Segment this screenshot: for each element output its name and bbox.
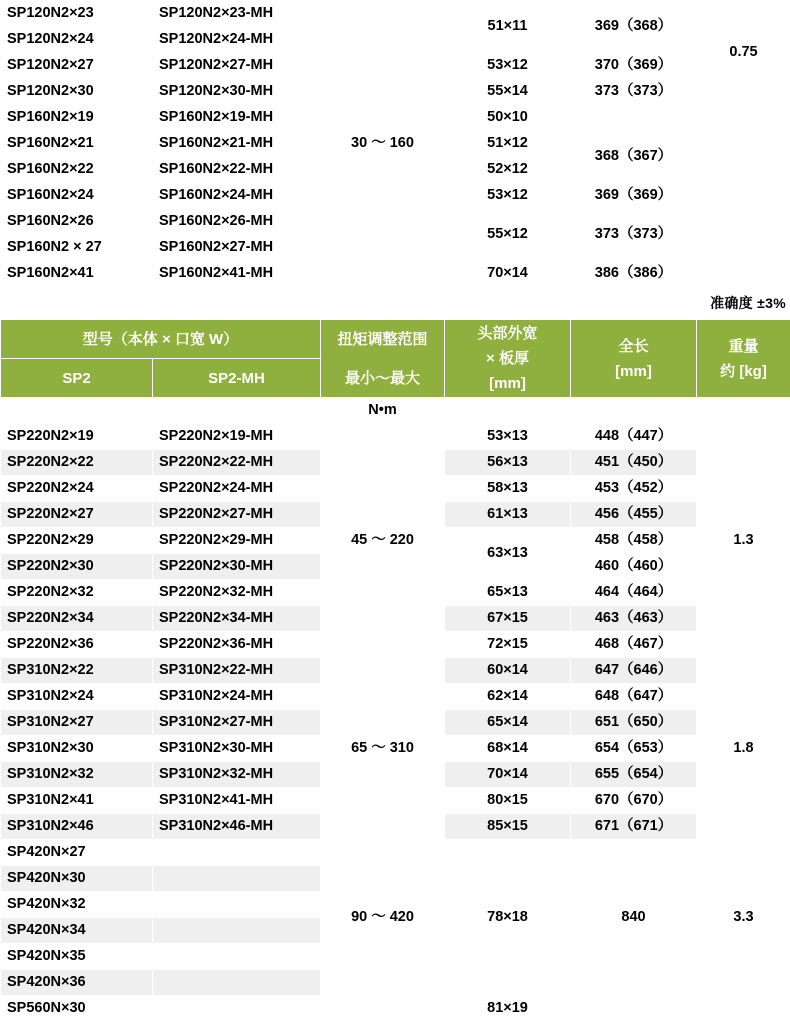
model-mh: SP220N2×27-MH [153,502,321,528]
top-spec-table [0,0,790,287]
model-sp: SP310N2×27 [1,710,153,736]
model-sp: SP220N2×34 [1,606,153,632]
head-size: 58×13 [445,476,571,502]
header-torque-sub: 最小～最大 [321,366,444,391]
head-size: 70×14 [445,261,571,287]
header-torque-title: 扭矩调整范围 [321,327,444,352]
model-sp: SP160N2×26 [1,209,153,235]
total-length: 648（647） [571,684,697,710]
weight: 1.3 [697,424,790,658]
model-sp: SP120N2×27 [1,53,153,79]
bottom-spec-table [0,319,790,1022]
total-length: 458（458） [571,528,697,554]
unit-row [1,398,790,424]
header-head-line2: × 板厚 [445,346,570,371]
model-mh [153,866,321,892]
head-size: 55×12 [445,209,571,261]
total-length: 369（369） [571,183,697,209]
model-sp: SP220N2×27 [1,502,153,528]
torque-range-cell: 90 ～ 420 [321,840,445,996]
model-sp: SP310N2×46 [1,814,153,840]
model-mh: SP120N2×24-MH [153,27,321,53]
model-mh [153,996,321,1022]
total-length: 368（367） [571,131,697,183]
model-sp: SP310N2×41 [1,788,153,814]
total-length: 654（653） [571,736,697,762]
head-size: 51×12 [445,131,571,157]
total-length: 453（452） [571,476,697,502]
torque-range-cell [321,996,445,1022]
header-head-line3: [mm] [445,371,570,396]
model-mh: SP310N2×27-MH [153,710,321,736]
header-torque [321,320,445,398]
model-mh: SP120N2×30-MH [153,79,321,105]
model-mh: SP120N2×27-MH [153,53,321,79]
head-size: 50×10 [445,105,571,131]
weight: 1.8 [697,658,790,840]
head-size: 80×15 [445,788,571,814]
header-weight-line1: 重量 [697,334,790,359]
model-sp: SP310N2×22 [1,658,153,684]
head-size: 61×13 [445,502,571,528]
head-size: 53×12 [445,53,571,79]
weight [697,105,790,287]
model-sp: SP160N2×24 [1,183,153,209]
head-size: 72×15 [445,632,571,658]
total-length: 373（373） [571,79,697,105]
total-length: 451（450） [571,450,697,476]
model-sp: SP310N2×24 [1,684,153,710]
model-mh: SP120N2×23-MH [153,1,321,27]
total-length: 460（460） [571,554,697,580]
head-size: 78×18 [445,840,571,996]
total-length: 456（455） [571,502,697,528]
total-length: 373（373） [571,209,697,261]
model-sp: SP120N2×23 [1,1,153,27]
model-sp: SP120N2×30 [1,79,153,105]
model-sp: SP160N2×21 [1,131,153,157]
head-size: 68×14 [445,736,571,762]
model-mh: SP160N2×26-MH [153,209,321,235]
table-row [1,1,790,27]
model-mh: SP220N2×36-MH [153,632,321,658]
model-sp: SP420N×35 [1,944,153,970]
model-mh [153,840,321,866]
model-sp: SP160N2×19 [1,105,153,131]
total-length: 370（369） [571,53,697,79]
model-sp: SP220N2×22 [1,450,153,476]
head-size: 51×11 [445,1,571,53]
total-length: 651（650） [571,710,697,736]
model-sp: SP420N×27 [1,840,153,866]
model-mh: SP310N2×24-MH [153,684,321,710]
model-sp: SP220N2×24 [1,476,153,502]
model-sp: SP420N×32 [1,892,153,918]
model-sp: SP420N×36 [1,970,153,996]
model-sp: SP220N2×36 [1,632,153,658]
model-mh: SP160N2×19-MH [153,105,321,131]
weight [697,996,790,1022]
torque-unit: N•m [321,398,445,424]
torque-range-cell: 65 ～ 310 [321,658,445,840]
header-total-length [571,320,697,398]
model-sp: SP220N2×30 [1,554,153,580]
head-size: 60×14 [445,658,571,684]
weight: 0.75 [697,1,790,105]
table-row [1,424,790,450]
weight: 3.3 [697,840,790,996]
model-mh: SP220N2×29-MH [153,528,321,554]
spacer-cell [445,398,571,424]
model-mh: SP310N2×22-MH [153,658,321,684]
model-mh: SP160N2×24-MH [153,183,321,209]
table-header-row [1,320,790,359]
total-length: 647（646） [571,658,697,684]
header-head-line1: 头部外宽 [445,321,570,346]
total-length: 386（386） [571,261,697,287]
total-length: 463（463） [571,606,697,632]
header-weight-line2: 约 [kg] [697,359,790,384]
spacer-cell [153,398,321,424]
model-mh [153,944,321,970]
model-mh: SP310N2×46-MH [153,814,321,840]
header-length-line2: [mm] [571,359,696,384]
header-col-sp: SP2 [1,359,153,398]
total-length: 671（671） [571,814,697,840]
header-col-mh: SP2-MH [153,359,321,398]
model-mh: SP310N2×32-MH [153,762,321,788]
header-length-line1: 全长 [571,334,696,359]
model-mh [153,918,321,944]
head-size: 56×13 [445,450,571,476]
head-size: 62×14 [445,684,571,710]
model-mh: SP160N2×27-MH [153,235,321,261]
torque-range-cell: 45 ～ 220 [321,424,445,658]
total-length [571,996,697,1022]
head-size: 63×13 [445,528,571,580]
total-length: 464（464） [571,580,697,606]
table-row [1,996,790,1022]
model-sp: SP120N2×24 [1,27,153,53]
spacer-cell [697,398,790,424]
model-mh: SP160N2×22-MH [153,157,321,183]
model-mh: SP310N2×41-MH [153,788,321,814]
torque-range-value: 30 ～ 160 [351,135,414,151]
total-length: 448（447） [571,424,697,450]
total-length: 840 [571,840,697,996]
model-mh [153,970,321,996]
head-size: 53×12 [445,183,571,209]
head-size: 85×15 [445,814,571,840]
model-mh: SP220N2×30-MH [153,554,321,580]
total-length: 468（467） [571,632,697,658]
model-mh: SP220N2×19-MH [153,424,321,450]
total-length: 670（670） [571,788,697,814]
head-size: 53×13 [445,424,571,450]
table-row [1,840,790,866]
header-weight [697,320,790,398]
model-mh: SP310N2×30-MH [153,736,321,762]
total-length: 655（654） [571,762,697,788]
header-head-size [445,320,571,398]
model-mh: SP220N2×24-MH [153,476,321,502]
model-mh: SP160N2×41-MH [153,261,321,287]
model-sp: SP310N2×30 [1,736,153,762]
total-length [571,105,697,131]
model-sp: SP220N2×19 [1,424,153,450]
model-sp: SP310N2×32 [1,762,153,788]
head-size: 81×19 [445,996,571,1022]
table-row [1,658,790,684]
model-mh: SP220N2×22-MH [153,450,321,476]
model-mh [153,892,321,918]
model-mh: SP160N2×21-MH [153,131,321,157]
head-size: 52×12 [445,157,571,183]
torque-range-cell [321,1,445,287]
model-sp: SP220N2×29 [1,528,153,554]
model-sp: SP420N×34 [1,918,153,944]
model-sp: SP160N2×22 [1,157,153,183]
model-mh: SP220N2×32-MH [153,580,321,606]
model-sp: SP220N2×32 [1,580,153,606]
accuracy-note: 准确度 ±3% [0,287,790,319]
head-size: 65×13 [445,580,571,606]
model-mh: SP220N2×34-MH [153,606,321,632]
head-size: 67×15 [445,606,571,632]
head-size: 65×14 [445,710,571,736]
header-model-group: 型号（本体 × 口宽 W） [1,320,321,359]
model-sp: SP560N×30 [1,996,153,1022]
head-size: 55×14 [445,79,571,105]
model-sp: SP420N×30 [1,866,153,892]
model-sp: SP160N2 × 27 [1,235,153,261]
spacer-cell [1,398,153,424]
head-size: 70×14 [445,762,571,788]
spacer-cell [571,398,697,424]
total-length: 369（368） [571,1,697,53]
model-sp: SP160N2×41 [1,261,153,287]
